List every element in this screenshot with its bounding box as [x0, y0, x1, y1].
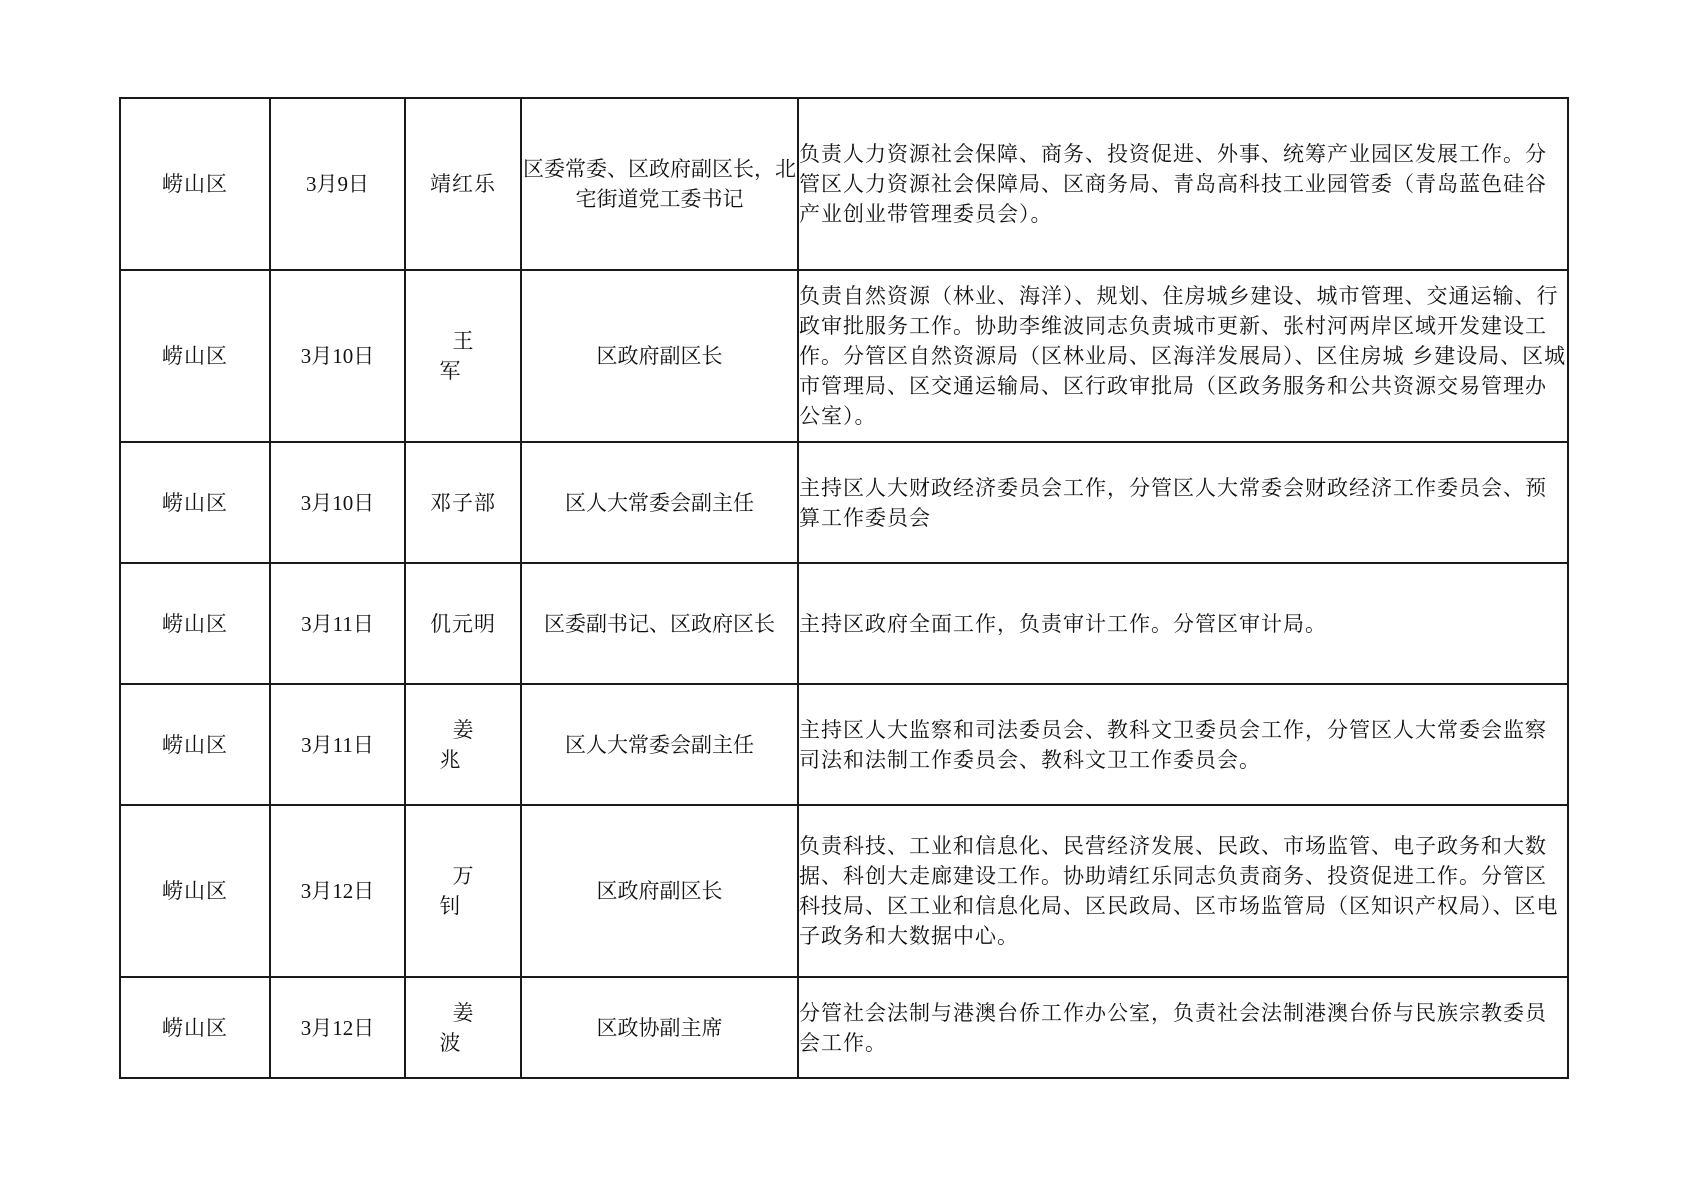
table-row [120, 977, 1568, 1078]
duties-cell: 分管社会法制与港澳台侨工作办公室，负责社会法制港澳台侨与民族宗教委员会工作。 [798, 977, 1568, 1078]
name-cell: 邓子部 [405, 442, 521, 563]
title-cell: 区政府副区长 [521, 270, 798, 442]
district-cell: 崂山区 [120, 563, 270, 684]
duties-cell: 负责人力资源社会保障、商务、投资促进、外事、统筹产业园区发展工作。分管区人力资源社会保障局、区商务局、青岛高科技工业园管委（青岛蓝色硅谷产业创业带管理委员会）。 [798, 98, 1568, 270]
district-cell: 崂山区 [120, 442, 270, 563]
title-cell: 区政协副主席 [521, 977, 798, 1078]
title-cell: 区委副书记、区政府区长 [521, 563, 798, 684]
name-text: 姜兆 [439, 717, 500, 772]
date-cell: 3月12日 [270, 805, 405, 977]
name-cell: 仉元明 [405, 563, 521, 684]
duties-cell: 主持区政府全面工作，负责审计工作。分管区审计局。 [798, 563, 1568, 684]
date-cell: 3月10日 [270, 270, 405, 442]
name-cell [405, 270, 521, 442]
date-cell: 3月9日 [270, 98, 405, 270]
title-cell: 区委常委、区政府副区长，北宅街道党工委书记 [521, 98, 798, 270]
name-cell: 靖红乐 [405, 98, 521, 270]
duties-cell: 主持区人大监察和司法委员会、教科文卫委员会工作，分管区人大常委会监察司法和法制工作委员会、教科文卫工作委员会。 [798, 684, 1568, 805]
date-cell: 3月10日 [270, 442, 405, 563]
date-cell: 3月11日 [270, 684, 405, 805]
title-cell: 区人大常委会副主任 [521, 442, 798, 563]
title-cell: 区人大常委会副主任 [521, 684, 798, 805]
name-text: 王军 [439, 329, 500, 383]
district-cell: 崂山区 [120, 684, 270, 805]
district-cell: 崂山区 [120, 977, 270, 1078]
table-row [120, 805, 1568, 977]
officials-table [119, 97, 1569, 1079]
table-row [120, 563, 1568, 684]
name-text: 姜波 [439, 1000, 500, 1055]
table-row [120, 98, 1568, 270]
table-row [120, 270, 1568, 442]
table-row [120, 442, 1568, 563]
district-cell: 崂山区 [120, 805, 270, 977]
date-cell: 3月12日 [270, 977, 405, 1078]
name-cell [405, 684, 521, 805]
district-cell: 崂山区 [120, 98, 270, 270]
date-cell: 3月11日 [270, 563, 405, 684]
name-cell [405, 805, 521, 977]
duties-cell: 负责自然资源（林业、海洋）、规划、住房城乡建设、城市管理、交通运输、行政审批服务工作。协助李维波同志负责城市更新、张村河两岸区域开发建设工作。分管区自然资源局（区林业局、区海洋发展局）、区住房城 乡建设局、区城市管理局、区交通运输局、区行政审批局（区政务服务和公共资源交易管理办公室）。 [798, 270, 1568, 442]
name-cell [405, 977, 521, 1078]
title-cell: 区政府副区长 [521, 805, 798, 977]
table-row [120, 684, 1568, 805]
name-text: 万钊 [439, 864, 500, 918]
duties-cell: 主持区人大财政经济委员会工作，分管区人大常委会财政经济工作委员会、预算工作委员会 [798, 442, 1568, 563]
district-cell: 崂山区 [120, 270, 270, 442]
duties-cell: 负责科技、工业和信息化、民营经济发展、民政、市场监管、电子政务和大数据、科创大走廊建设工作。协助靖红乐同志负责商务、投资促进工作。分管区科技局、区工业和信息化局、区民政局、区市场监管局（区知识产权局）、区电子政务和大数据中心。 [798, 805, 1568, 977]
